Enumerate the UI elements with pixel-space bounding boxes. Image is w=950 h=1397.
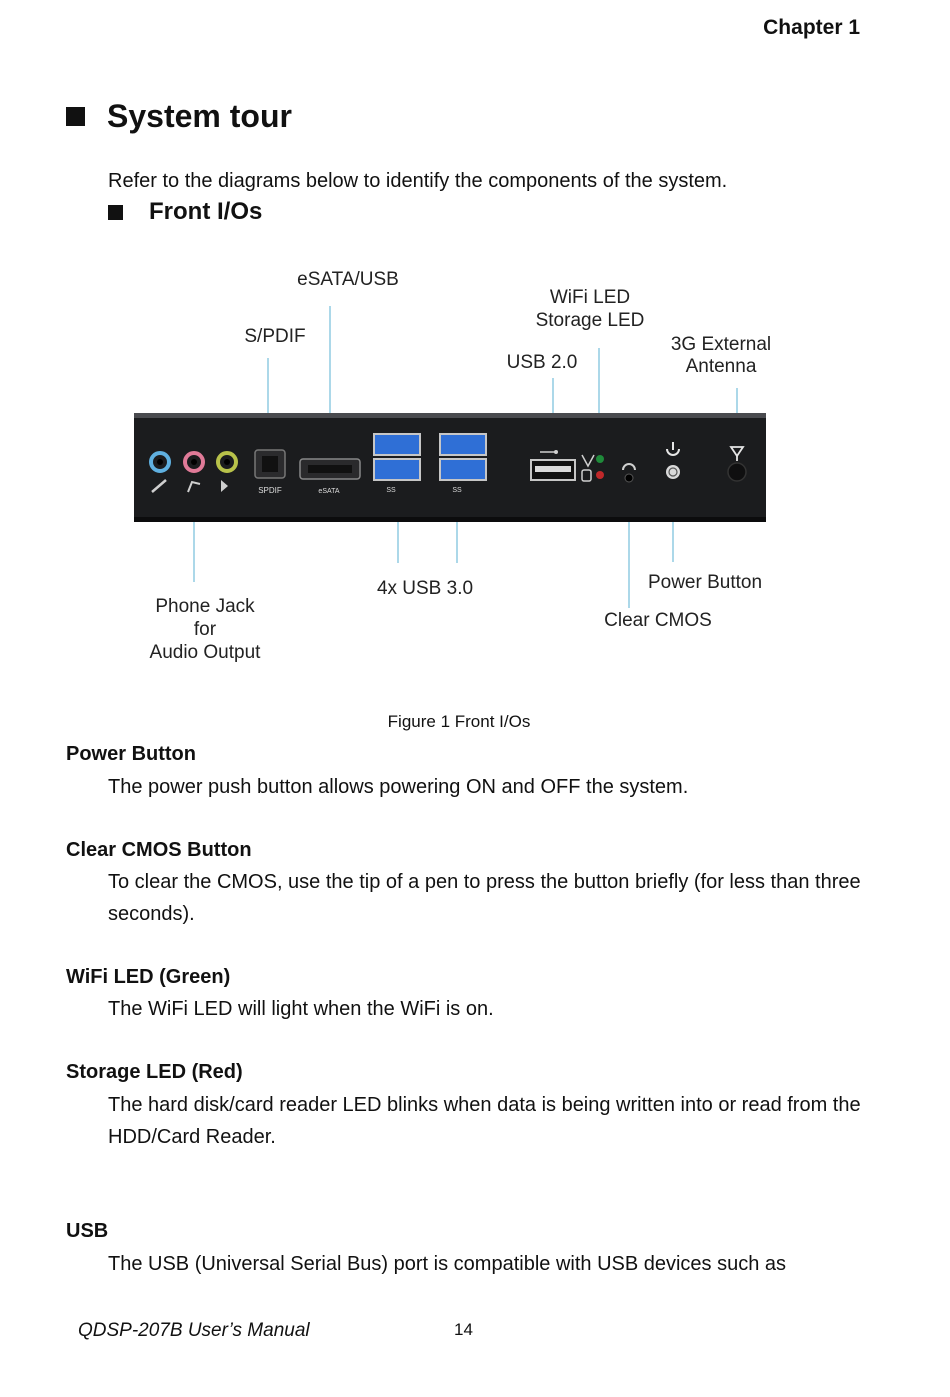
footer-page-number: 14 (454, 1320, 473, 1339)
section-title-wifi-led: WiFi LED (Green) (66, 966, 231, 988)
callout-wifi-led: WiFi LED (549, 287, 631, 308)
usb30-panel-label-2: SS (452, 487, 462, 494)
callout-clear-cmos: Clear CMOS (604, 610, 712, 631)
usb30-panel-label-1: SS (386, 487, 396, 494)
section-body-wifi-led: The WiFi LED will light when the WiFi is on. (108, 998, 494, 1020)
figure-caption: Figure 1 Front I/Os (387, 712, 531, 731)
callout-power-button: Power Button (647, 572, 763, 593)
callout-spdif: S/PDIF (244, 326, 306, 347)
section-title-storage-led: Storage LED (Red) (66, 1061, 243, 1083)
callout-esata-usb: eSATA/USB (297, 269, 399, 290)
wifi-led-icon (596, 455, 604, 463)
section-intro: Refer to the diagrams below to identify the components of the system. (108, 170, 728, 192)
section-body-storage-led: The hard disk/card reader LED blinks when data is being written into or read from the HDD/Card Reader. (108, 1094, 861, 1148)
esata-panel-label: eSATA (318, 488, 340, 495)
callout-usb20: USB 2.0 (506, 352, 578, 373)
footer-manual-title: QDSP-207B User’s Manual (78, 1320, 310, 1341)
callout-phone-line3: Audio Output (149, 642, 261, 663)
spdif-port (255, 450, 285, 495)
callout-phone-line1: Phone Jack (155, 596, 255, 617)
section-body-clear-cmos: To clear the CMOS, use the tip of a pen to press the button briefly (for less than three seconds). (108, 871, 861, 925)
section-body-power: The power push button allows powering ON and OFF the system. (108, 776, 689, 798)
spdif-panel-label: SPDIF (258, 486, 282, 495)
storage-led-icon (596, 471, 604, 479)
section-title-clear-cmos: Clear CMOS Button (66, 839, 252, 861)
callout-usb30: 4x USB 3.0 (376, 578, 474, 599)
section-body-usb: The USB (Universal Serial Bus) port is compatible with USB devices such as (108, 1253, 787, 1275)
callout-storage-led: Storage LED (535, 310, 645, 331)
callout-antenna-line1: 3G External (670, 334, 772, 355)
callout-antenna-line2: Antenna (685, 356, 757, 377)
subsection-title: Front I/Os (149, 198, 263, 225)
section-title-power: Power Button (66, 743, 196, 765)
callout-phone-line2: for (193, 619, 217, 640)
chapter-header: Chapter 1 (763, 16, 860, 39)
section-title-usb: USB (66, 1220, 109, 1242)
section-title: System tour (107, 98, 292, 134)
